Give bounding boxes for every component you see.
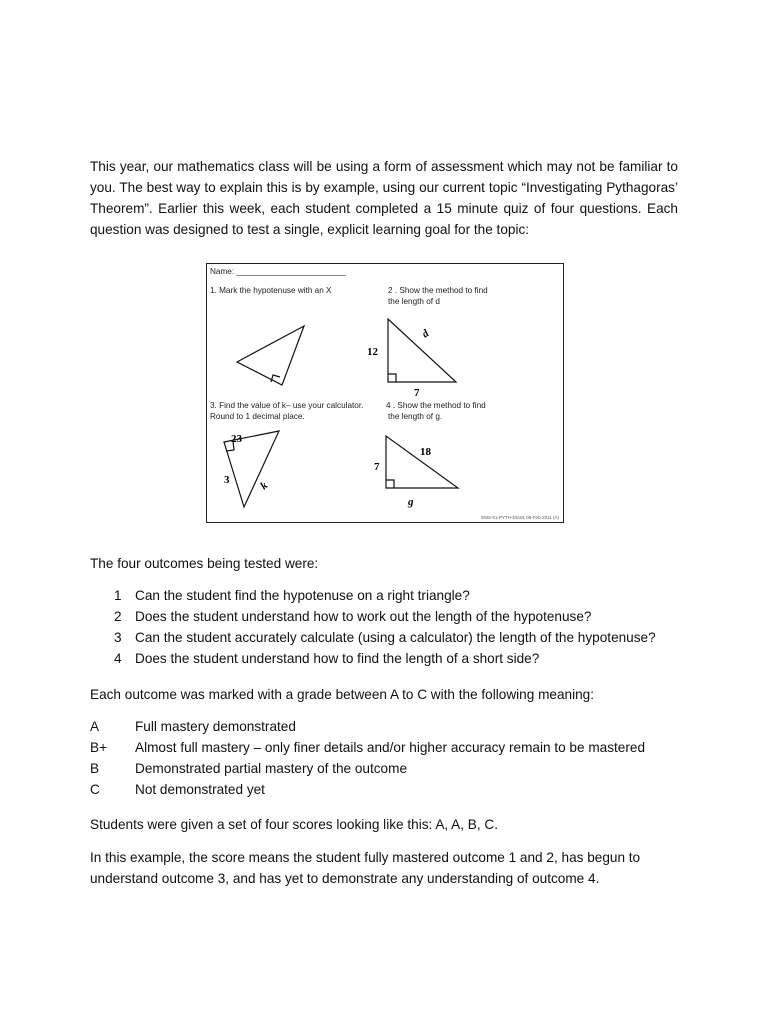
- tri3-label-k: k: [258, 479, 271, 493]
- outcome-item: [90, 627, 690, 648]
- quiz-question-1: 1. Mark the hypotenuse with an X: [210, 286, 332, 295]
- grade-meaning: Full mastery demonstrated: [135, 719, 296, 734]
- outcome-number: 2: [114, 609, 122, 624]
- right-angle-mark-1: [271, 375, 280, 382]
- grade-item: [90, 758, 690, 779]
- quiz-question-4-line2: the length of g.: [388, 412, 443, 421]
- outcomes-list: [90, 585, 690, 669]
- quiz-question-3-line2: Round to 1 decimal place.: [210, 412, 305, 421]
- tri4-label-7: 7: [374, 461, 380, 473]
- outcome-text: Can the student accurately calculate (using a calculator) the length of the hypotenuse?: [135, 630, 656, 645]
- outcome-item: [90, 606, 690, 627]
- example-paragraph: In this example, the score means the student fully mastered outcome 1 and 2, has begun to understand outcome 3, and has yet to demonstrate any understanding of outcome 4.: [90, 850, 641, 886]
- quiz-name-label: Name: ________________________: [210, 267, 346, 276]
- quiz-triangles: [207, 264, 565, 524]
- outcome-text: Does the student understand how to work out the length of the hypotenuse?: [135, 609, 592, 624]
- grade-item: [90, 737, 690, 758]
- grade-meaning: Almost full mastery – only finer details and/or higher accuracy remain to be mastered: [135, 740, 645, 755]
- tri2-label-7: 7: [414, 387, 420, 399]
- outcome-item: [90, 648, 690, 669]
- outcome-text: Does the student understand how to find the length of a short side?: [135, 651, 540, 666]
- outcomes-heading: The four outcomes being tested were:: [90, 556, 319, 571]
- quiz-question-4-line1: 4 . Show the method to find: [386, 401, 486, 410]
- grade-letter: A: [90, 719, 100, 734]
- triangle-1: [237, 326, 304, 385]
- scores-paragraph: Students were given a set of four scores looking like this: A, A, B, C.: [90, 817, 499, 832]
- outcome-number: 4: [114, 651, 122, 666]
- tri4-label-g: g: [408, 496, 414, 508]
- triangle-4: [386, 436, 458, 488]
- tri3-label-3: 3: [224, 474, 230, 486]
- tri3-label-23: 23: [231, 433, 242, 445]
- outcome-number: 1: [114, 588, 122, 603]
- quiz-sheet-image: [206, 263, 564, 523]
- grades-heading: Each outcome was marked with a grade between A to C with the following meaning:: [90, 687, 595, 702]
- tri2-label-12: 12: [367, 346, 378, 358]
- outcome-text: Can the student find the hypotenuse on a right triangle?: [135, 588, 470, 603]
- quiz-question-2-line1: 2 . Show the method to find: [388, 286, 488, 295]
- grades-list: [90, 716, 690, 800]
- grade-letter: B+: [90, 740, 108, 755]
- tri4-label-18: 18: [420, 446, 431, 458]
- quiz-question-2-line2: the length of d: [388, 297, 440, 306]
- grade-item: [90, 716, 690, 737]
- tri2-label-d: d: [419, 327, 432, 341]
- outcome-item: [90, 585, 690, 606]
- grade-letter: C: [90, 782, 100, 797]
- grade-meaning: Demonstrated partial mastery of the outcome: [135, 761, 408, 776]
- quiz-footer-code: EMS-01-PYTH-DIA01 08-Feb-2011 (A): [481, 515, 559, 520]
- intro-paragraph: This year, our mathematics class will be using a form of assessment which may not be familiar to you. The best way to explain this is by example, using our current topic “Investigating Pythagoras’ Theorem”. Earlier this week, each student completed a 15 minute quiz of four questions. Each question was designed to test a single, explicit learning goal for the topic:: [90, 159, 678, 237]
- quiz-question-3-line1: 3. Find the value of k– use your calculator.: [210, 401, 364, 410]
- right-angle-mark-2: [388, 374, 396, 382]
- outcome-number: 3: [114, 630, 122, 645]
- grade-item: [90, 779, 690, 800]
- right-angle-mark-4: [386, 480, 394, 488]
- grade-meaning: Not demonstrated yet: [135, 782, 265, 797]
- grade-letter: B: [90, 761, 100, 776]
